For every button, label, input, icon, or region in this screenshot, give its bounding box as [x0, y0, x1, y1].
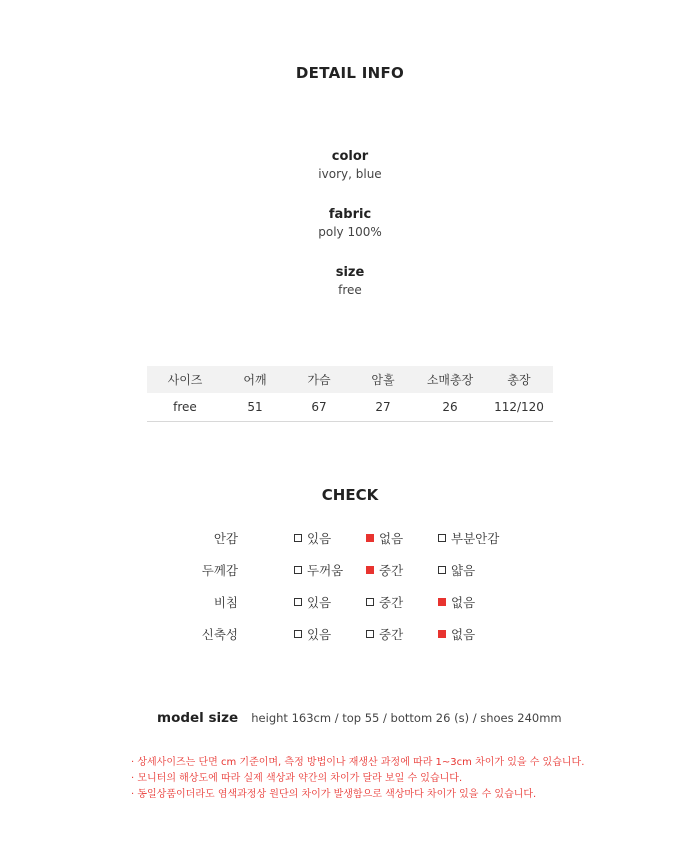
check-option — [294, 593, 331, 611]
check-title: CHECK — [321, 486, 379, 504]
table-header: 총장 — [485, 366, 553, 393]
check-option — [366, 593, 403, 611]
checked-box-icon — [438, 630, 446, 638]
check-option — [438, 561, 475, 579]
checked-box-icon — [438, 598, 446, 606]
table-header: 소매총장 — [415, 366, 485, 393]
table-header: 암홀 — [351, 366, 415, 393]
unchecked-box-icon — [438, 534, 446, 542]
check-option-label: 없음 — [451, 595, 476, 610]
table-cell: 112/120 — [485, 393, 553, 422]
unchecked-box-icon — [438, 566, 446, 574]
check-row-label: 안감 — [213, 531, 238, 546]
check-option — [438, 529, 499, 547]
unchecked-box-icon — [294, 598, 302, 606]
notice-item: · 동일상품이더라도 염색과정상 원단의 차이가 발생함으로 색상마다 차이가 있을 수 있습니다. — [131, 789, 537, 800]
check-option — [438, 625, 475, 643]
size-table — [147, 366, 553, 422]
model-size-value: height 163cm / top 55 / bottom 26 (s) / shoes 240mm — [251, 711, 562, 725]
model-size — [157, 707, 562, 726]
table-cell: 27 — [351, 393, 415, 422]
check-option-label: 있음 — [307, 627, 332, 642]
check-option — [294, 561, 343, 579]
check-option — [366, 625, 403, 643]
color-value: ivory, blue — [318, 167, 382, 181]
unchecked-box-icon — [294, 630, 302, 638]
fabric-label: fabric — [328, 207, 372, 222]
check-option — [366, 561, 403, 579]
check-option — [366, 529, 403, 547]
check-option — [438, 593, 475, 611]
check-row-label: 두께감 — [201, 563, 238, 578]
notice-item: · 상세사이즈는 단면 cm 기준이며, 측정 방법이나 재생산 과정에 따라 1~3cm 차이가 있을 수 있습니다. — [131, 757, 585, 768]
unchecked-box-icon — [366, 630, 374, 638]
table-cell: 26 — [415, 393, 485, 422]
notice-list — [131, 755, 584, 803]
table-header: 어깨 — [223, 366, 287, 393]
check-option-label: 부분안감 — [451, 531, 500, 546]
table-cell: 67 — [287, 393, 351, 422]
size-label: size — [335, 265, 365, 280]
fabric-value: poly 100% — [318, 225, 382, 239]
size-table-header-row — [147, 366, 553, 393]
unchecked-box-icon — [294, 534, 302, 542]
check-option-label: 얇음 — [451, 563, 476, 578]
check-option — [294, 625, 331, 643]
color-label: color — [331, 149, 369, 164]
size-value: free — [338, 283, 362, 297]
check-option-label: 있음 — [307, 531, 332, 546]
check-option-label: 없음 — [379, 531, 404, 546]
check-row-label: 신축성 — [201, 627, 238, 642]
checked-box-icon — [366, 534, 374, 542]
check-option-label: 중간 — [379, 595, 404, 610]
model-size-label: model size — [157, 710, 239, 726]
check-option-label: 없음 — [451, 627, 476, 642]
unchecked-box-icon — [294, 566, 302, 574]
notice-item: · 모니터의 해상도에 따라 실제 색상과 약간의 차이가 달라 보일 수 있습니다. — [131, 773, 463, 784]
page-title: DETAIL INFO — [295, 64, 405, 82]
check-option-label: 중간 — [379, 627, 404, 642]
table-header: 사이즈 — [147, 366, 223, 393]
check-option-label: 두꺼움 — [307, 563, 344, 578]
table-row — [147, 393, 553, 422]
checked-box-icon — [366, 566, 374, 574]
table-header: 가슴 — [287, 366, 351, 393]
check-row-label: 비침 — [213, 595, 238, 610]
table-cell: free — [147, 393, 223, 422]
table-cell: 51 — [223, 393, 287, 422]
check-option — [294, 529, 331, 547]
check-option-label: 있음 — [307, 595, 332, 610]
check-option-label: 중간 — [379, 563, 404, 578]
unchecked-box-icon — [366, 598, 374, 606]
